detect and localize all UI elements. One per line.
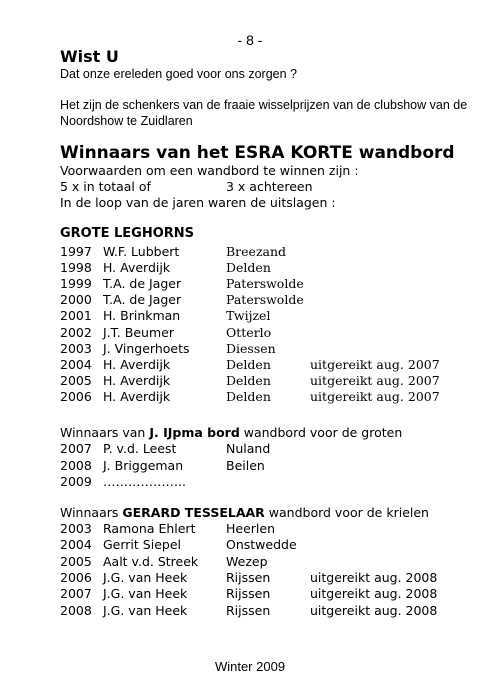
table-row bbox=[60, 441, 460, 457]
wist-u-title: Wist U bbox=[60, 47, 119, 66]
row-note: uitgereikt aug. 2008 bbox=[310, 569, 438, 585]
row-year: 2008 bbox=[60, 457, 92, 473]
row-year: 1999 bbox=[60, 276, 92, 292]
row-year: 2007 bbox=[60, 586, 92, 602]
esra-conditions bbox=[60, 179, 460, 195]
table-row bbox=[60, 373, 460, 389]
row-year: 2006 bbox=[60, 569, 92, 585]
table-row bbox=[60, 357, 460, 373]
wist-u-line3: Noordshow te Zuidlaren bbox=[60, 114, 193, 128]
row-name: P. v.d. Leest bbox=[103, 441, 177, 456]
table-row bbox=[60, 570, 460, 586]
row-year: 2009 bbox=[60, 474, 92, 489]
row-place: Delden bbox=[226, 388, 271, 404]
row-place: Breezand bbox=[226, 244, 287, 259]
row-place: Onstwedde bbox=[226, 537, 297, 553]
row-year: 2004 bbox=[60, 537, 92, 553]
esra-cond-left: 5 x in totaal of bbox=[60, 179, 151, 194]
row-year: 2006 bbox=[60, 388, 92, 404]
row-name: H. Averdijk bbox=[103, 356, 171, 372]
row-name: H. Averdijk bbox=[103, 388, 171, 404]
row-place: Nuland bbox=[226, 441, 271, 456]
row-year: 1997 bbox=[60, 244, 92, 259]
row-year: 2004 bbox=[60, 356, 92, 372]
row-name: J.T. Beumer bbox=[103, 324, 174, 340]
row-year: 2007 bbox=[60, 441, 92, 456]
table-row bbox=[60, 244, 460, 260]
ijpma-heading-bold: J. IJpma bord bbox=[149, 425, 240, 440]
wist-u-line1: Dat onze ereleden goed voor ons zorgen ? bbox=[60, 67, 297, 81]
row-name: Ramona Ehlert bbox=[103, 521, 196, 536]
page-number: - 8 - bbox=[237, 32, 263, 48]
row-name: J.G. van Heek bbox=[103, 569, 188, 585]
ijpma-heading bbox=[60, 425, 402, 440]
row-name: Gerrit Siepel bbox=[103, 537, 181, 553]
row-place: Otterlo bbox=[226, 324, 272, 340]
row-place: Delden bbox=[226, 356, 271, 372]
row-year: 2001 bbox=[60, 308, 92, 324]
table-row bbox=[60, 537, 460, 553]
table-row bbox=[60, 521, 460, 537]
tesselaar-heading bbox=[60, 505, 429, 520]
row-name: H. Brinkman bbox=[103, 308, 181, 324]
esra-line1: Voorwaarden om een wandbord te winnen zijn : bbox=[60, 163, 359, 178]
row-name: W.F. Lubbert bbox=[103, 244, 180, 259]
row-place: Rijssen bbox=[226, 602, 271, 618]
tesselaar-heading-prefix: Winnaars bbox=[60, 505, 123, 520]
row-year: 2003 bbox=[60, 340, 92, 356]
row-place: Paterswolde bbox=[226, 276, 304, 292]
row-place: Diessen bbox=[226, 340, 276, 356]
row-name: J.G. van Heek bbox=[103, 602, 188, 618]
tesselaar-heading-suffix: wandbord voor de krielen bbox=[264, 505, 429, 520]
row-note: uitgereikt aug. 2007 bbox=[310, 356, 440, 372]
table-row bbox=[60, 474, 460, 490]
row-note: uitgereikt aug. 2007 bbox=[310, 372, 440, 388]
row-place: Rijssen bbox=[226, 569, 271, 585]
row-year: 2003 bbox=[60, 521, 92, 536]
row-place: Wezep bbox=[226, 553, 268, 569]
table-row bbox=[60, 458, 460, 474]
row-place: Rijssen bbox=[226, 586, 271, 602]
wist-u-line2: Het zijn de schenkers van de fraaie wisselprijzen van de clubshow van de bbox=[60, 98, 468, 112]
grote-leghorns-heading: GROTE LEGHORNS bbox=[60, 226, 195, 241]
esra-line3: In de loop van de jaren waren de uitslagen : bbox=[60, 195, 336, 210]
row-name: H. Averdijk bbox=[103, 372, 171, 388]
table-row bbox=[60, 554, 460, 570]
row-year: 2005 bbox=[60, 553, 92, 569]
row-place: Paterswolde bbox=[226, 292, 304, 308]
row-place: Delden bbox=[226, 260, 271, 276]
row-note: uitgereikt aug. 2008 bbox=[310, 602, 438, 618]
tesselaar-heading-bold: GERARD TESSELAAR bbox=[122, 505, 265, 520]
row-name: J. Vingerhoets bbox=[103, 340, 190, 356]
row-name: J.G. van Heek bbox=[103, 586, 188, 602]
row-place: Beilen bbox=[226, 457, 265, 473]
table-row bbox=[60, 260, 460, 276]
row-name: Aalt v.d. Streek bbox=[103, 553, 199, 569]
row-year: 2005 bbox=[60, 372, 92, 388]
row-name: J. Briggeman bbox=[103, 457, 184, 473]
table-row bbox=[60, 325, 460, 341]
row-name: T.A. de Jager bbox=[103, 292, 182, 308]
row-place: Twijzel bbox=[226, 308, 271, 324]
row-place: Delden bbox=[226, 372, 271, 388]
table-row bbox=[60, 341, 460, 357]
table-row bbox=[60, 276, 460, 292]
table-row bbox=[60, 308, 460, 324]
table-row bbox=[60, 603, 460, 619]
row-place: Heerlen bbox=[226, 521, 276, 536]
row-name: T.A. de Jager bbox=[103, 276, 182, 292]
esra-title: Winnaars van het ESRA KORTE wandbord bbox=[60, 143, 455, 163]
row-note: uitgereikt aug. 2008 bbox=[310, 586, 438, 602]
row-year: 2008 bbox=[60, 602, 92, 618]
ijpma-heading-prefix: Winnaars van bbox=[60, 425, 150, 440]
ijpma-heading-suffix: wandbord voor de groten bbox=[239, 425, 403, 440]
page-footer: Winter 2009 bbox=[214, 659, 286, 674]
row-name: ……………….. bbox=[103, 474, 186, 489]
esra-cond-right: 3 x achtereen bbox=[226, 179, 313, 194]
table-row bbox=[60, 292, 460, 308]
table-row bbox=[60, 586, 460, 602]
row-year: 2000 bbox=[60, 292, 92, 308]
row-note: uitgereikt aug. 2007 bbox=[310, 388, 440, 404]
row-year: 1998 bbox=[60, 260, 92, 276]
table-row bbox=[60, 389, 460, 405]
row-year: 2002 bbox=[60, 324, 92, 340]
row-name: H. Averdijk bbox=[103, 260, 171, 276]
